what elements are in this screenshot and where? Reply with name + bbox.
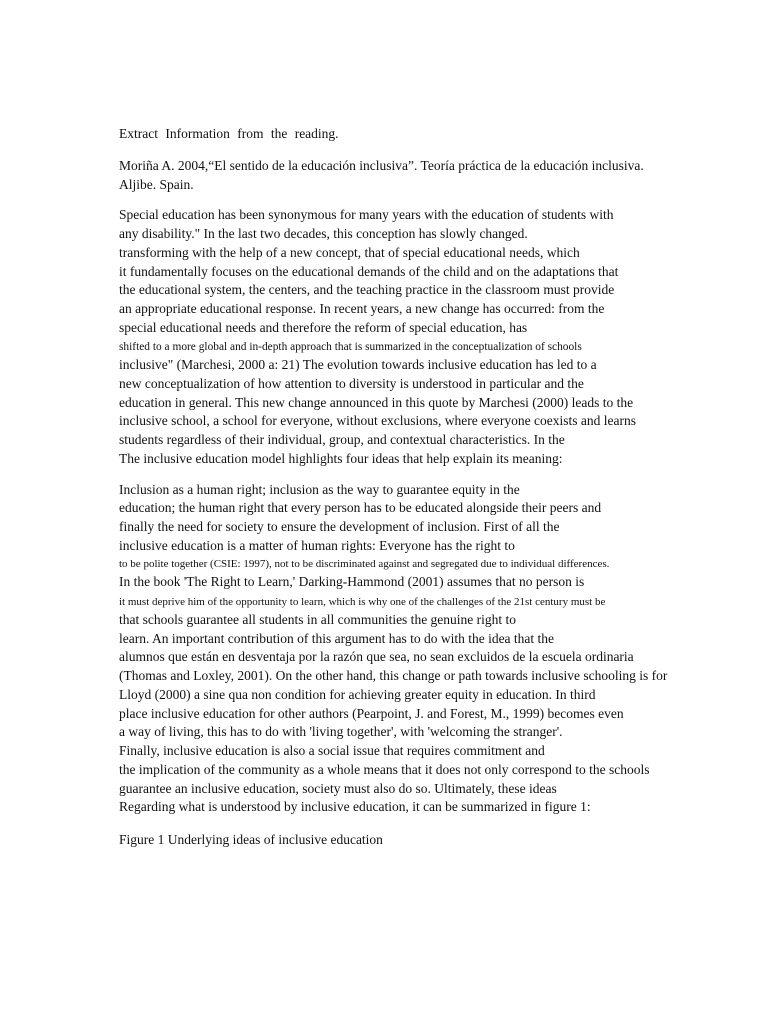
- paragraph-line: The inclusive education model highlights four ideas that help explain its meaning:: [119, 451, 563, 466]
- paragraph-line: Finally, inclusive education is also a social issue that requires commitment and: [119, 743, 545, 758]
- paragraph-line: guarantee an inclusive education, society must also do so. Ultimately, these ideas: [119, 781, 557, 796]
- paragraph-line: education; the human right that every person has to be educated alongside their peers and: [119, 500, 602, 515]
- paragraph-line: inclusive" (Marchesi, 2000 a: 21) The evolution towards inclusive education has led to a: [119, 357, 597, 372]
- paragraph-line: inclusive school, a school for everyone, without exclusions, where everyone coexists and learns: [119, 413, 636, 428]
- paragraph-line: finally the need for society to ensure the development of inclusion. First of all the: [119, 519, 560, 534]
- paragraph-line: alumnos que están en desventaja por la razón que sea, no sean excluidos de la escuela ordinaria: [119, 649, 634, 664]
- paragraph-line: that schools guarantee all students in all communities the genuine right to: [119, 612, 517, 627]
- paragraph-line: an appropriate educational response. In recent years, a new change has occurred: from the: [119, 301, 605, 316]
- paragraph-line: transforming with the help of a new concept, that of special educational needs, which: [119, 245, 580, 260]
- paragraph-line: students regardless of their individual, group, and contextual characteristics. In the: [119, 432, 565, 447]
- paragraph-line: inclusive education is a matter of human rights: Everyone has the right to: [119, 538, 515, 553]
- citation-line: Moriña A. 2004,“El sentido de la educación inclusiva”. Teoría práctica de la educación inclusiva.: [119, 158, 644, 173]
- paragraph-line: to be polite together (CSIE: 1997), not to be discriminated against and segregated due to individual differences.: [119, 558, 610, 570]
- paragraph-line: Lloyd (2000) a sine qua non condition for achieving greater equity in education. In third: [119, 687, 596, 702]
- paragraph-line: special educational needs and therefore the reform of special education, has: [119, 320, 528, 335]
- paragraph-line: Special education has been synonymous for many years with the education of students with: [119, 207, 614, 222]
- paragraph-line: place inclusive education for other authors (Pearpoint, J. and Forest, M., 1999) becomes even: [119, 706, 624, 721]
- citation-line: Aljibe. Spain.: [119, 177, 194, 192]
- heading: Extract Information from the reading.: [119, 126, 339, 141]
- paragraph-line: new conceptualization of how attention to diversity is understood in particular and the: [119, 376, 584, 391]
- paragraph-line: education in general. This new change announced in this quote by Marchesi (2000) leads to the: [119, 395, 634, 410]
- paragraph-line: Inclusion as a human right; inclusion as the way to guarantee equity in the: [119, 482, 520, 497]
- paragraph-line: it fundamentally focuses on the educational demands of the child and on the adaptations that: [119, 264, 619, 279]
- paragraph-line: In the book 'The Right to Learn,' Darking-Hammond (2001) assumes that no person is: [119, 574, 585, 589]
- paragraph-line: learn. An important contribution of this argument has to do with the idea that the: [119, 631, 555, 646]
- paragraph-line: a way of living, this has to do with 'living together', with 'welcoming the stranger'.: [119, 724, 563, 739]
- paragraph-line: it must deprive him of the opportunity to learn, which is why one of the challenges of the 21st century must be: [119, 596, 606, 608]
- paragraph-line: (Thomas and Loxley, 2001). On the other hand, this change or path towards inclusive schooling is for: [119, 668, 668, 683]
- paragraph-line: any disability." In the last two decades, this conception has slowly changed.: [119, 226, 528, 241]
- paragraph-line: shifted to a more global and in-depth approach that is summarized in the conceptualization of schools: [119, 341, 582, 353]
- figure-caption: Figure 1 Underlying ideas of inclusive education: [119, 832, 383, 847]
- paragraph-line: the implication of the community as a whole means that it does not only correspond to the schools: [119, 762, 650, 777]
- paragraph-line: the educational system, the centers, and the teaching practice in the classroom must provide: [119, 282, 615, 297]
- paragraph-line: Regarding what is understood by inclusive education, it can be summarized in figure 1:: [119, 799, 591, 814]
